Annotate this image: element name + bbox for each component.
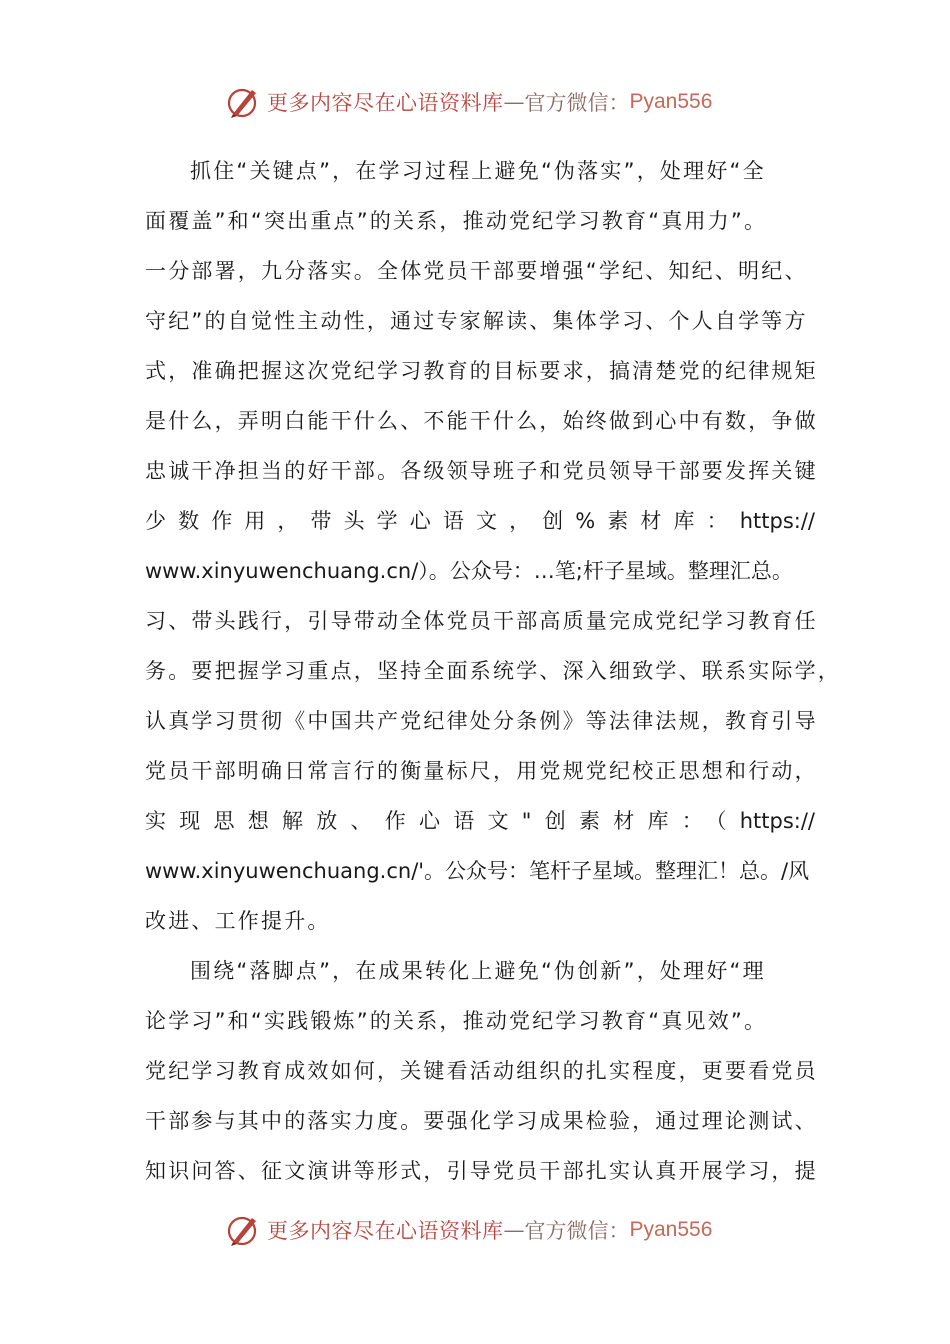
text-line: 围绕“落脚点”，在成果转化上避免“伪创新”，处理好“理	[190, 959, 766, 983]
text-line: 式，准确把握这次党纪学习教育的目标要求，搞清楚党的纪律规矩	[145, 359, 818, 383]
article-body	[145, 146, 841, 1196]
banner-title: 更多内容尽在心语资料库	[267, 91, 504, 115]
text-line: 务。要把握学习重点，坚持全面系统学、深入细致学、联系实际学，	[145, 659, 841, 683]
text-line: 守纪”的自觉性主动性，通过专家解读、集体学习、个人自学等方	[145, 309, 808, 333]
text-line: 是什么，弄明白能干什么、不能干什么，始终做到心中有数，争做	[145, 409, 818, 433]
text-line: 认真学习贯彻《中国共产党纪律处分条例》等法律法规，教育引导	[145, 709, 818, 733]
text-line: 党纪学习教育成效如何，关键看活动组织的扎实程度，更要看党员	[145, 1059, 818, 1083]
banner-wechat-label: 官方微信：	[524, 91, 630, 115]
text-line: 忠诚干净担当的好干部。各级领导班子和党员领导干部要发挥关键	[145, 459, 818, 483]
text-line: www.xinyuwenchuang.cn/'。公众号：笔杆子星域。整理汇！总。/风	[145, 859, 810, 883]
banner-title: 更多内容尽在心语资料库	[267, 1219, 504, 1243]
text-line: 知识问答、征文演讲等形式，引导党员干部扎实认真开展学习，提	[145, 1159, 818, 1183]
text-line: 习、带头践行，引导带动全体党员干部高质量完成党纪学习教育任	[145, 609, 818, 633]
banner-wechat-label: 官方微信：	[524, 1219, 630, 1243]
text-line: 实现思想解放、作心语文"创素材库：（https://	[145, 809, 815, 833]
pen-logo-icon	[225, 1212, 261, 1248]
banner-wechat-id: Pyan556	[629, 90, 713, 113]
text-line: 少数作用，带头学心语文，创%素材库：https://	[145, 509, 815, 533]
text-line: 党员干部明确日常言行的衡量标尺，用党规党纪校正思想和行动，	[145, 759, 818, 783]
banner-dash: —	[503, 90, 525, 114]
text-line: www.xinyuwenchuang.cn/）。公众号：…笔;杆子星域。整理汇总。	[145, 559, 793, 583]
text-line: 论学习”和“实践锻炼”的关系，推动党纪学习教育“真见效”。	[145, 1009, 768, 1033]
text-line: 抓住“关键点”，在学习过程上避免“伪落实”，处理好“全	[190, 159, 766, 183]
pen-logo-icon	[225, 84, 261, 120]
text-line: 面覆盖”和“突出重点”的关系，推动党纪学习教育“真用力”。	[145, 209, 768, 233]
text-line: 一分部署，九分落实。全体党员干部要增强“学纪、知纪、明纪、	[145, 259, 808, 283]
text-line: 干部参与其中的落实力度。要强化学习成果检验，通过理论测试、	[145, 1109, 818, 1133]
text-line: 改进、工作提升。	[145, 909, 331, 933]
header-banner	[225, 82, 745, 122]
banner-wechat-id: Pyan556	[629, 1218, 713, 1241]
banner-dash: —	[503, 1218, 525, 1242]
footer-banner	[225, 1210, 745, 1250]
